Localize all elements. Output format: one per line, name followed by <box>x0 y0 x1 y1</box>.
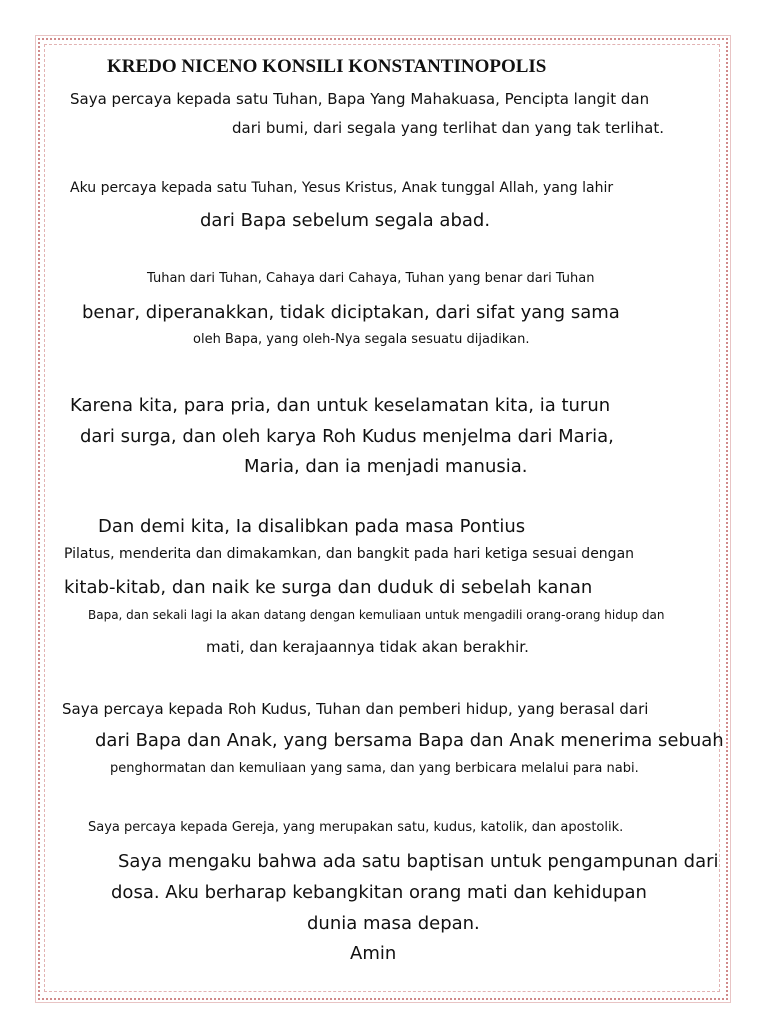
creed-line-8: Karena kita, para pria, dan untuk keselamatan kita, ia turun <box>70 395 611 416</box>
creed-line-19: Saya percaya kepada Gereja, yang merupakan satu, kudus, katolik, dan apostolik. <box>88 820 624 835</box>
creed-line-18: penghormatan dan kemuliaan yang sama, dan yang berbicara melalui para nabi. <box>110 761 639 776</box>
creed-line-17: dari Bapa dan Anak, yang bersama Bapa dan Anak menerima sebuah <box>95 730 724 751</box>
creed-line-14: Bapa, dan sekali lagi Ia akan datang dengan kemuliaan untuk mengadili orang-orang hidup dan <box>88 608 665 622</box>
creed-line-9: dari surga, dan oleh karya Roh Kudus menjelma dari Maria, <box>80 426 614 447</box>
creed-line-3: Aku percaya kepada satu Tuhan, Yesus Kristus, Anak tunggal Allah, yang lahir <box>70 180 614 196</box>
creed-line-13: kitab-kitab, dan naik ke surga dan duduk di sebelah kanan <box>64 577 593 598</box>
creed-line-1: Saya percaya kepada satu Tuhan, Bapa Yang Mahakuasa, Pencipta langit dan <box>70 90 650 108</box>
creed-line-6: benar, diperanakkan, tidak diciptakan, dari sifat yang sama <box>82 302 620 323</box>
creed-line-21: dosa. Aku berharap kebangkitan orang mati dan kehidupan <box>111 882 647 903</box>
creed-line-12: Pilatus, menderita dan dimakamkan, dan bangkit pada hari ketiga sesuai dengan <box>64 546 635 562</box>
creed-line-10: Maria, dan ia menjadi manusia. <box>244 456 528 477</box>
creed-line-16: Saya percaya kepada Roh Kudus, Tuhan dan pemberi hidup, yang berasal dari <box>62 700 649 718</box>
creed-line-5: Tuhan dari Tuhan, Cahaya dari Cahaya, Tuhan yang benar dari Tuhan <box>147 271 595 286</box>
creed-line-4: dari Bapa sebelum segala abad. <box>200 210 491 231</box>
creed-line-22: dunia masa depan. <box>307 913 480 934</box>
document-title: KREDO NICENO KONSILI KONSTANTINOPOLIS <box>107 56 547 77</box>
creed-line-11: Dan demi kita, Ia disalibkan pada masa Pontius <box>98 516 526 537</box>
creed-line-7: oleh Bapa, yang oleh-Nya segala sesuatu dijadikan. <box>193 332 530 347</box>
creed-amen: Amin <box>350 943 397 964</box>
creed-line-2: dari bumi, dari segala yang terlihat dan yang tak terlihat. <box>232 119 665 137</box>
creed-line-15: mati, dan kerajaannya tidak akan berakhir. <box>206 638 529 656</box>
creed-line-20: Saya mengaku bahwa ada satu baptisan untuk pengampunan dari <box>118 851 719 872</box>
